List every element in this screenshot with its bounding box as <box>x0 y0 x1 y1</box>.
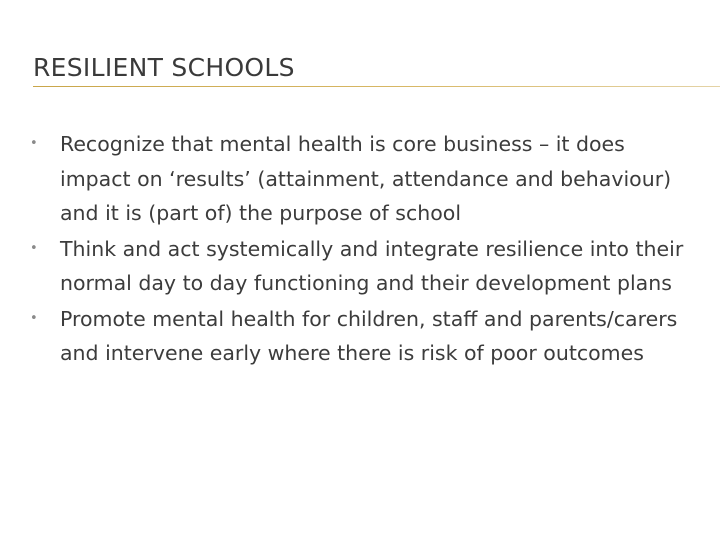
bullet-marker: • <box>30 240 38 256</box>
bullet-text: Think and act systemically and integrate resilience into their normal day to day functioning and their development plans <box>60 236 684 295</box>
slide-title: RESILIENT SCHOOLS <box>33 53 295 82</box>
bullet-item <box>30 127 700 231</box>
bullet-marker: • <box>30 136 38 151</box>
bullet-marker: • <box>30 310 38 326</box>
bullet-item <box>30 302 700 371</box>
bullet-text: Recognize that mental health is core business – it does impact on ‘results’ (attainment, attendance and behaviour) and it is (part of) the purpose of school <box>60 132 672 225</box>
bullet-list <box>30 127 700 372</box>
bullet-item <box>30 232 700 301</box>
title-underline <box>33 86 720 87</box>
bullet-text: Promote mental health for children, staff and parents/carers and intervene early where there is risk of poor outcomes <box>60 306 678 365</box>
